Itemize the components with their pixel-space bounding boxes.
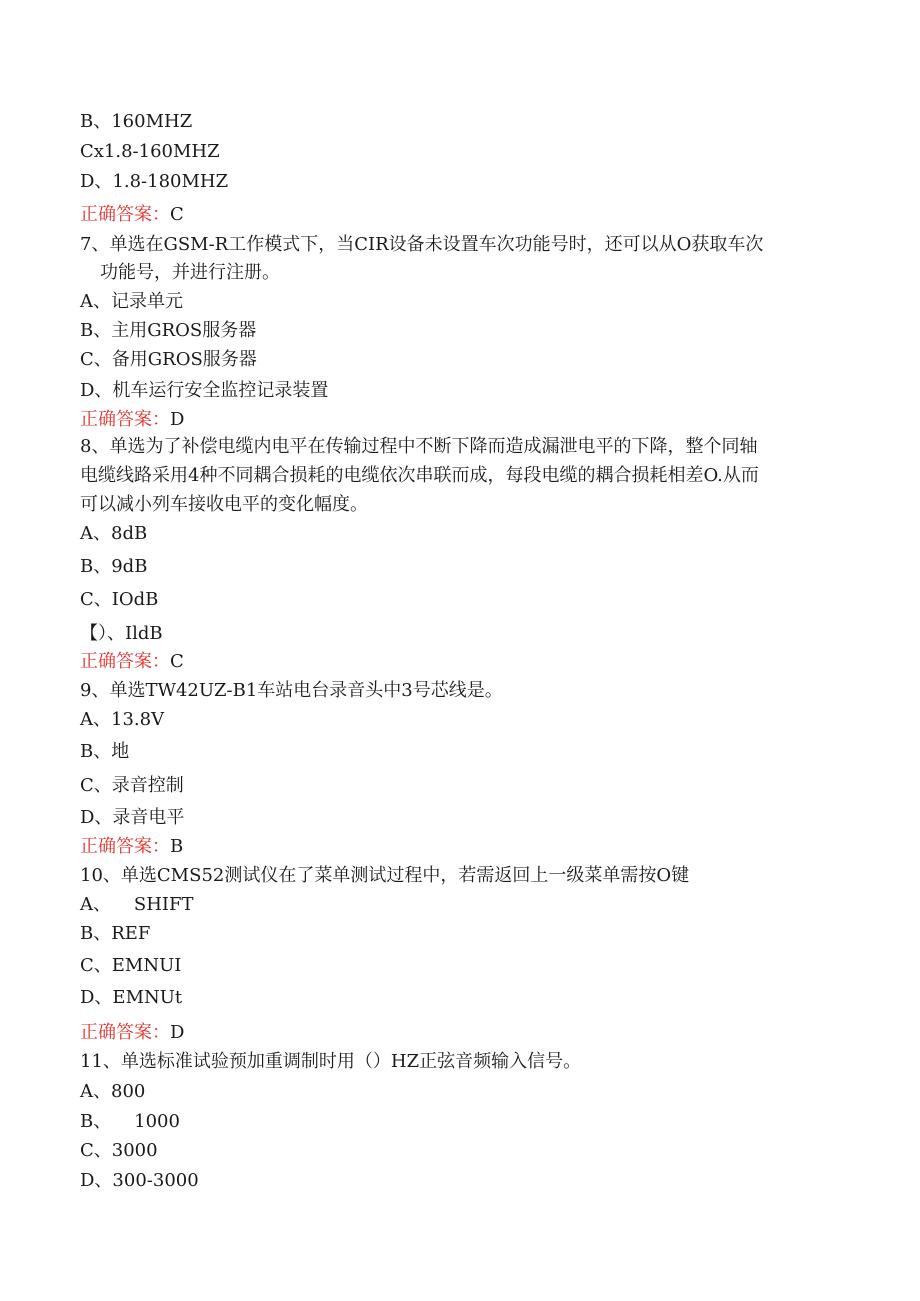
option-c: C、备用GROS服务器 bbox=[80, 349, 257, 370]
answer-value: D bbox=[170, 409, 185, 430]
question-11: 11、单选标准试验预加重调制时用（）HZ正弦音频输入信号。 bbox=[80, 1051, 582, 1072]
option-b: B、160MHZ bbox=[80, 111, 193, 132]
option-b: B、 1000 bbox=[80, 1111, 180, 1132]
answer-label: 正确答案： bbox=[80, 409, 170, 430]
question-9: 9、单选TW42UZ-B1车站电台录音头中3号芯线是。 bbox=[80, 680, 503, 701]
option-c: C、录音控制 bbox=[80, 775, 184, 796]
option-a: A、记录单元 bbox=[80, 291, 183, 312]
option-a: A、 SHIFT bbox=[80, 894, 194, 915]
option-c: Cx1.8-160MHZ bbox=[80, 141, 220, 162]
answer-value: C bbox=[170, 651, 184, 672]
answer-line bbox=[80, 1021, 184, 1045]
option-d: D、录音电平 bbox=[80, 807, 185, 828]
question-8: 8、单选为了补偿电缆内电平在传输过程中不断下降而造成漏泄电平的下降，整个同轴 bbox=[80, 436, 758, 457]
option-d: D、机车运行安全监控记录装置 bbox=[80, 380, 329, 401]
option-c: C、3000 bbox=[80, 1140, 158, 1161]
option-b: B、REF bbox=[80, 923, 151, 944]
answer-line bbox=[80, 650, 184, 674]
option-d: D、300-3000 bbox=[80, 1170, 199, 1191]
question-10: 10、单选CMS52测试仪在了菜单测试过程中，若需返回上一级菜单需按O键 bbox=[80, 865, 690, 886]
option-c: C、EMNUI bbox=[80, 955, 182, 976]
question-8-cont: 可以减小列车接收电平的变化幅度。 bbox=[80, 494, 368, 515]
option-b: B、9dB bbox=[80, 556, 148, 577]
answer-line bbox=[80, 835, 183, 859]
answer-line bbox=[80, 408, 184, 432]
answer-label: 正确答案： bbox=[80, 836, 170, 857]
answer-value: C bbox=[170, 204, 184, 225]
answer-line bbox=[80, 203, 184, 227]
option-b: B、地 bbox=[80, 741, 130, 762]
answer-label: 正确答案： bbox=[80, 651, 170, 672]
option-c: C、IOdB bbox=[80, 589, 159, 610]
option-d: 【）、IldB bbox=[80, 623, 163, 644]
question-8-cont: 电缆线路采用4种不同耦合损耗的电缆依次串联而成，每段电缆的耦合损耗相差O.从而 bbox=[80, 465, 759, 486]
answer-label: 正确答案： bbox=[80, 204, 170, 225]
option-a: A、800 bbox=[80, 1081, 146, 1102]
option-a: A、13.8V bbox=[80, 709, 165, 730]
option-d: D、1.8-180MHZ bbox=[80, 171, 229, 192]
option-d: D、EMNUt bbox=[80, 987, 183, 1008]
answer-value: D bbox=[170, 1022, 185, 1043]
question-7-cont: 功能号，并进行注册。 bbox=[100, 262, 280, 283]
option-b: B、主用GROS服务器 bbox=[80, 320, 257, 341]
option-a: A、8dB bbox=[80, 523, 148, 544]
question-7: 7、单选在GSM-R工作模式下，当CIR设备未设置车次功能号时，还可以从O获取车次 bbox=[80, 234, 764, 255]
answer-label: 正确答案： bbox=[80, 1022, 170, 1043]
answer-value: B bbox=[170, 836, 184, 857]
